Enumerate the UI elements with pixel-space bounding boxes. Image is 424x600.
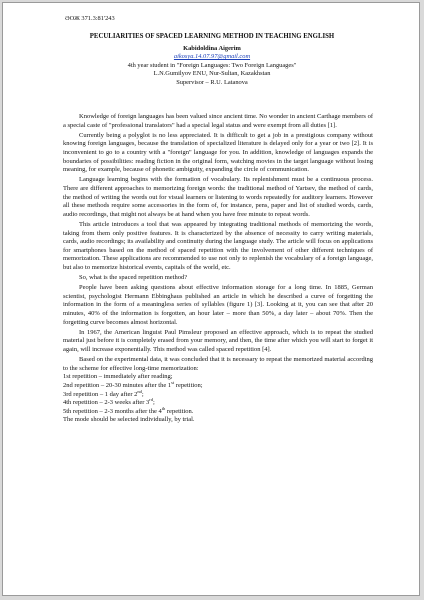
schedule-item: 2nd repetition – 20-30 minutes after the 1st repetition; bbox=[63, 379, 203, 389]
supervisor-line: Supervisor – R.U. Latanova bbox=[176, 78, 248, 86]
closing-line: The mode should be selected individually, by trial. bbox=[63, 416, 195, 424]
paragraph: Currently being a polyglot is no less appreciated. It is difficult to get a job in a prestigious company without knowing foreign languages, because the translation of specialized literature is delayed only for a year or two [2]. It is inconvenient to go to a country with a "foreign" language for you. In addition, knowledge of languages expands the boundaries of possibilities: reading fiction in the original form, watching movies in the target language without losing meaning, for example, because of phonetic ambiguity, expanding the circle of communication. bbox=[63, 131, 373, 174]
paragraph: Knowledge of foreign languages has been valued since ancient time. No wonder in ancient Carthage members of a special caste of "professional translators" had a special legal status and were exempt from all duties [1]. bbox=[63, 113, 373, 129]
paragraph: In 1967, the American linguist Paul Pimsleur proposed an effective approach, which is to repeat the studied material just before it is completely erased from your memory, and then, the time after which you will start to forget it again, will increase exponentially. This method was called spaced repetition [4]. bbox=[63, 328, 373, 353]
schedule-item: 3rd repetition – 1 day after 2nd; bbox=[63, 388, 144, 398]
paragraph: This article introduces a tool that was appeared by integrating traditional methods of memorizing the words, taking from them only positive features. It is characterized by the absence of necessity to carry writing materials, cards, audio recordings; its availability and continuity during the language study. The article will focus on applications for smartphones based on the method of spaced repetition with the involvement of other different techniques of memorization. These applications are recommended to use not only to replenish the vocabulary of a foreign language, but also to memorize historical events, capitals of the world, etc. bbox=[63, 220, 373, 271]
paragraph: So, what is the spaced repetition method? bbox=[79, 274, 188, 282]
affiliation-line-2: L.N.Gumilyov ENU, Nur-Sultan, Kazakhstan bbox=[153, 70, 271, 78]
paper-body bbox=[63, 113, 373, 425]
author-email-link[interactable]: aikosya.14.07.97@gmail.com bbox=[173, 53, 251, 61]
affiliation-line-1: 4th year student in "Foreign Languages: Two Foreign Languages" bbox=[127, 61, 297, 69]
author-block bbox=[3, 45, 420, 87]
author-name: Kabidoldina Aigerim bbox=[183, 45, 241, 52]
schedule-item: 1st repetition – immediately after reading; bbox=[63, 373, 173, 381]
paragraph: Language learning begins with the formation of vocabulary. Its replenishment must be a continuous process. There are different approaches to memorizing foreign words: the traditional method of Yartsev, the method of cards, the method of writing the words out for visual learners or listening to words repeatedly for auditory learners. However all these methods require some accessories in the form of, for instance, pens, paper and list of studied words, cards, audio recordings, that might not always be at hand when you have free minute to repeat words. bbox=[63, 176, 373, 218]
paragraph: People have been asking questions about effective information storage for a long time. In 1885, German scientist, psychologist Hermann Ebbinghaus published an article in which he described a curve of forgetting the information in the form of a meaningless series of syllables (figure 1) [3]. Looking at it, you can see that after 20 minutes, 40% of the information is forgotten, an hour later – more than 50%, a day later – about 70%. Then the forgetting curve becomes almost horizontal. bbox=[63, 284, 373, 326]
paper-title: PECULIARITIES OF SPACED LEARNING METHOD IN TEACHING ENGLISH bbox=[89, 33, 335, 40]
udk-code: ӘОЖ 371.3:81'243 bbox=[65, 15, 115, 22]
paragraph: Based on the experimental data, it was concluded that it is necessary to repeat the memorized material according to the scheme for effective long-time memorization: bbox=[63, 356, 373, 372]
schedule-item: 5th repetition – 2-3 months after the 4th repetition. bbox=[63, 405, 194, 415]
document-page bbox=[2, 2, 420, 596]
schedule-item: 4th repetition – 2-3 weeks after 3rd; bbox=[63, 397, 155, 407]
